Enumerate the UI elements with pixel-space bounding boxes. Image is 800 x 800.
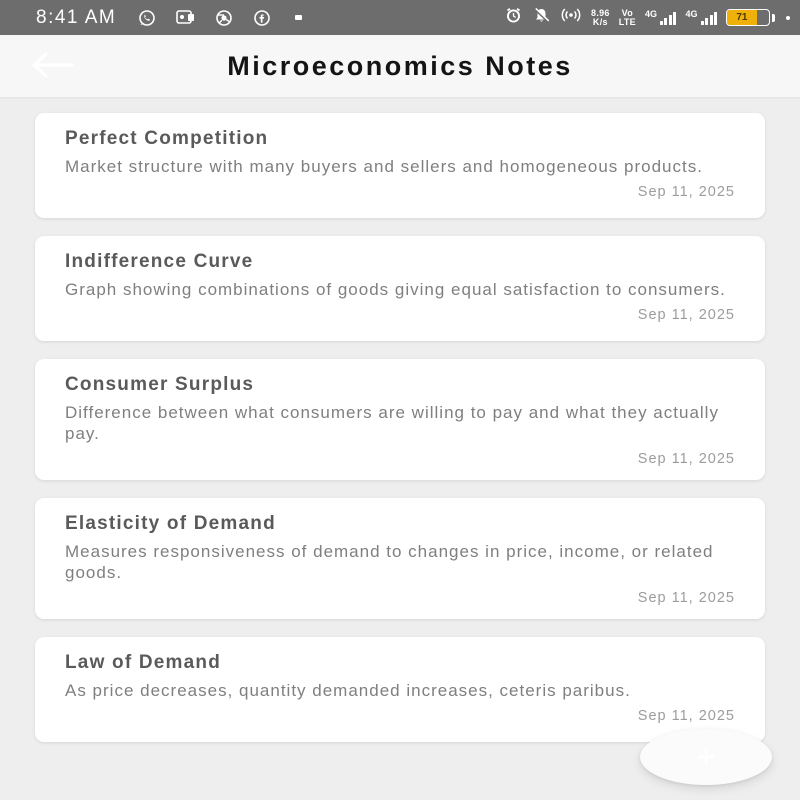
add-note-fab[interactable] <box>640 729 772 785</box>
sim1-signal <box>645 10 677 25</box>
note-description: Measures responsiveness of demand to changes in price, income, or related goods. <box>65 542 714 582</box>
more-notifications-dot <box>295 15 302 20</box>
note-title: Law of Demand <box>65 652 222 673</box>
notification-icons <box>138 9 302 27</box>
note-description: As price decreases, quantity demanded increases, ceteris paribus. <box>65 681 631 700</box>
sim1-network-type: 4G <box>644 9 657 19</box>
sim2-signal <box>685 10 717 25</box>
note-card-consumer-surplus[interactable] <box>35 359 765 480</box>
note-card-law-of-demand[interactable] <box>35 637 765 742</box>
chrome-icon <box>215 9 233 27</box>
note-date: Sep 11, 2025 <box>637 590 735 606</box>
note-title: Indifference Curve <box>65 251 254 272</box>
battery-indicator <box>726 9 775 26</box>
note-date: Sep 11, 2025 <box>637 184 735 200</box>
network-speed <box>591 9 610 27</box>
note-title: Elasticity of Demand <box>65 513 276 534</box>
app-bar <box>0 35 800 97</box>
volte-indicator <box>619 9 636 27</box>
notes-list <box>0 97 800 742</box>
facebook-icon <box>253 9 271 27</box>
alarm-icon <box>504 6 523 30</box>
battery-cap <box>772 14 775 22</box>
gallery-icon <box>176 9 195 26</box>
network-speed-unit: K/s <box>592 16 608 27</box>
sim2-network-type: 4G <box>685 9 698 19</box>
page-title: Microeconomics Notes <box>227 50 573 81</box>
note-description: Difference between what consumers are willing to pay and what they actually pay. <box>65 403 719 443</box>
note-card-indifference-curve[interactable] <box>35 236 765 341</box>
note-title: Perfect Competition <box>65 128 269 149</box>
clock-time: 8:41 AM <box>36 6 117 28</box>
volte-line2: LTE <box>618 16 636 27</box>
note-date: Sep 11, 2025 <box>637 708 735 724</box>
note-date: Sep 11, 2025 <box>637 451 735 467</box>
back-button[interactable] <box>26 46 78 86</box>
whatsapp-icon <box>138 9 156 27</box>
note-date: Sep 11, 2025 <box>637 307 735 323</box>
hotspot-icon <box>560 6 582 29</box>
sim1-signal-bars <box>660 12 677 25</box>
status-overflow-dot <box>786 16 790 20</box>
network-speed-value: 8.96 <box>591 7 610 18</box>
back-arrow-icon <box>30 52 74 81</box>
note-card-elasticity-of-demand[interactable] <box>35 498 765 619</box>
status-bar <box>0 0 800 35</box>
status-indicators <box>504 6 790 30</box>
bell-muted-icon <box>532 6 551 30</box>
note-card-perfect-competition[interactable] <box>35 113 765 218</box>
note-description: Market structure with many buyers and sellers and homogeneous products. <box>65 157 703 176</box>
note-description: Graph showing combinations of goods giving equal satisfaction to consumers. <box>65 280 726 299</box>
volte-line1: Vo <box>621 7 634 18</box>
battery-icon <box>726 9 770 26</box>
sim2-signal-bars <box>701 12 718 25</box>
battery-percent: 71 <box>727 10 757 25</box>
note-title: Consumer Surplus <box>65 374 255 395</box>
plus-icon: + <box>696 738 716 776</box>
